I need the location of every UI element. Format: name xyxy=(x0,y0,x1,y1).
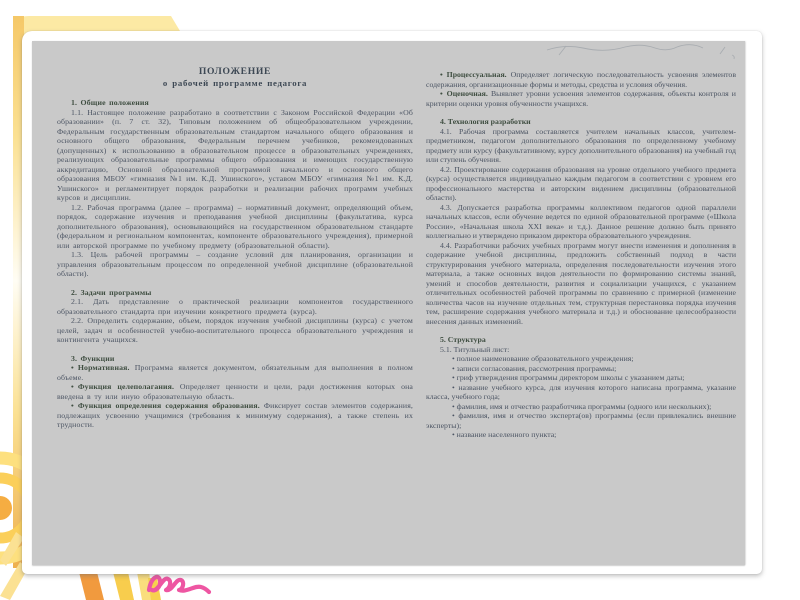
doc-sub-bullet-item: • фамилия, имя и отчество разработчика программы (одного или нескольких); xyxy=(452,401,712,411)
doc-bullet-item: • Оценочная. Выявляет уровни усвоения элементов содержания, объекты контроля и критерии оценки уровня обученности учащихся. xyxy=(426,89,736,108)
doc-paragraph: 5.1. Титульный лист: xyxy=(440,344,510,354)
doc-bullet-lead: • Процессуальная. xyxy=(440,70,511,79)
doc-bullet-item: • Процессуальная. Определяет логическую последовательность усвоения элементов содержания, организационные формы и методы, средства и условия обучения. xyxy=(426,70,736,89)
doc-sub-bullet-item: • гриф утверждения программы директором школы с указанием даты; xyxy=(452,373,685,382)
document-right-column xyxy=(426,70,736,440)
doc-sub-bullet-item: • записи согласования, рассмотрения программы; xyxy=(452,363,617,373)
doc-section-heading: 1. Общие положения xyxy=(71,98,149,107)
doc-paragraph: 1.1. Настоящее положение разработано в соответствии с Законом Российской Федерации «Об образовании» (п. 7 ст. 32), Типовым положением об общеобразовательном учреждении, Федеральным государственным образовательным стандартом начального общего образования и основного общего образования, Федеральным перечнем учебников, рекомендованных (допущенных) к использованию в образовательном процессе в образовательных учреждениях, реализующих образовательные программы общего образования и имеющих государственную аккредитацию, Основной образовательной программой начального и основного общего образования МБОУ «гимназия №1 им. К.Д. Ушинского», уставом МБОУ «гимназия №1 им. К.Д. Ушинского» и регламентирует порядок разработки и реализации рабочих программ учебных курсов и дисциплин. xyxy=(57,107,413,202)
doc-section-heading: 5. Структура xyxy=(440,335,486,344)
doc-paragraph: 1.3. Цель рабочей программы – создание условий для планирования, организации и управления образовательным процессом по определенной учебной дисциплине (образовательной области). xyxy=(57,250,413,278)
pink-squiggle-decoration xyxy=(149,577,209,592)
document-title xyxy=(57,67,413,88)
doc-bullet-item: • Нормативная. Программа является документом, обязательным для выполнения в полном объеме. xyxy=(57,363,413,382)
doc-paragraph: 4.2. Проектирование содержания образования на уровне отдельного учебного предмета (курса) осуществляется индивидуально каждым педагогом в соответствии с уровнем его профессионального мастерства и авторским видением дисциплины (образовательной области). xyxy=(426,164,736,202)
doc-bullet-lead: • Нормативная. xyxy=(71,363,135,372)
doc-paragraph: 4.3. Допускается разработка программы коллективом педагогов одной параллели начальных классов, если обучение ведется по единой образовательной программе («Школа России», «Начальная школа XXI века» и т.д.). Данное решение должно быть принято коллегиально и утверждено приказом директора образовательного учреждения. xyxy=(426,202,736,240)
document-page xyxy=(32,41,745,565)
document-title-line1: ПОЛОЖЕНИЕ xyxy=(198,66,272,77)
doc-paragraph: 4.4. Разработчики рабочих учебных программ могут внести изменения и дополнения в содержание учебной дисциплины, предложить собственный подход в части структурирования учебного материала, определения последовательности изучения этого материала, а также основных видов деятельности по формированию системы знаний, умений и способов деятельности, развития и социализации учащихся, с указанием отличительных особенностей рабочей программы по сравнению с примерной (изменение количества часов на изучение отдельных тем, структурная перестановка порядка изучения тем, расширение содержания учебного материала и т.д.) и обоснование целесообразности внесения данных изменений. xyxy=(426,240,736,326)
left-column-text-blocks xyxy=(57,98,413,430)
doc-sub-bullet-item: • фамилия, имя и отчество эксперта(ов) программы (если привлекались внешние эксперты); xyxy=(426,411,736,430)
document-title-line2: о рабочей программе педагога xyxy=(162,77,308,88)
slide-background xyxy=(22,31,762,574)
doc-bullet-lead: • Функция целеполагания. xyxy=(71,382,180,391)
doc-bullet-lead: • Оценочная. xyxy=(440,89,491,98)
doc-bullet-item: • Функция определения содержания образования. Фиксирует состав элементов содержания, подлежащих усвоению учащимися (требования к минимуму содержания), а также степень их трудности. xyxy=(57,401,413,429)
doc-sub-bullet-item: • название населенного пункта; xyxy=(452,430,557,439)
doc-paragraph: 2.1. Дать представление о практической реализации компонентов государственного образовательного стандарта при изучении конкретного предмета (курса). xyxy=(57,297,413,316)
document-left-column xyxy=(57,61,413,430)
doc-paragraph: 4.1. Рабочая программа составляется учителем начальных классов, учителем-предметником, педагогом дополнительного образования по определенному учебному предмету или курсу (факультативному, курсу дополнительного образования) на учебный год или ступень обучения. xyxy=(426,126,736,164)
doc-paragraph: 2.2. Определить содержание, объем, порядок изучения учебной дисциплины (курса) с учетом целей, задач и особенностей учебно-воспитательного процесса образовательного учреждения и контингента учащихся. xyxy=(57,316,413,344)
doc-paragraph: 1.2. Рабочая программа (далее – программа) – нормативный документ, определяющий объем, порядок, содержание изучения и преподавания учебной дисциплины (факультатива, курса дополнительного образования), основывающийся на государственном образовательном стандарте (федеральном и региональном компонентах, компоненте образовательного учреждения), примерной или авторской программе по учебному предмету (образовательной области). xyxy=(57,202,413,250)
doc-bullet-lead: • Функция определения содержания образования. xyxy=(71,401,264,410)
doc-section-heading: 3. Функции xyxy=(71,353,115,363)
doc-sub-bullet-item: • название учебного курса, для изучения которого написана программа, указание класса, учебного года; xyxy=(426,382,736,401)
right-column-text-blocks xyxy=(426,70,736,440)
doc-section-heading: 4. Технология разработки xyxy=(440,117,531,126)
doc-bullet-item: • Функция целеполагания. Определяет ценности и цели, ради достижения которых она введена в ту или иную образовательную область. xyxy=(57,382,413,401)
doc-sub-bullet-item: • полное наименование образовательного учреждения; xyxy=(452,354,634,363)
doc-section-heading: 2. Задачи программы xyxy=(71,287,152,297)
